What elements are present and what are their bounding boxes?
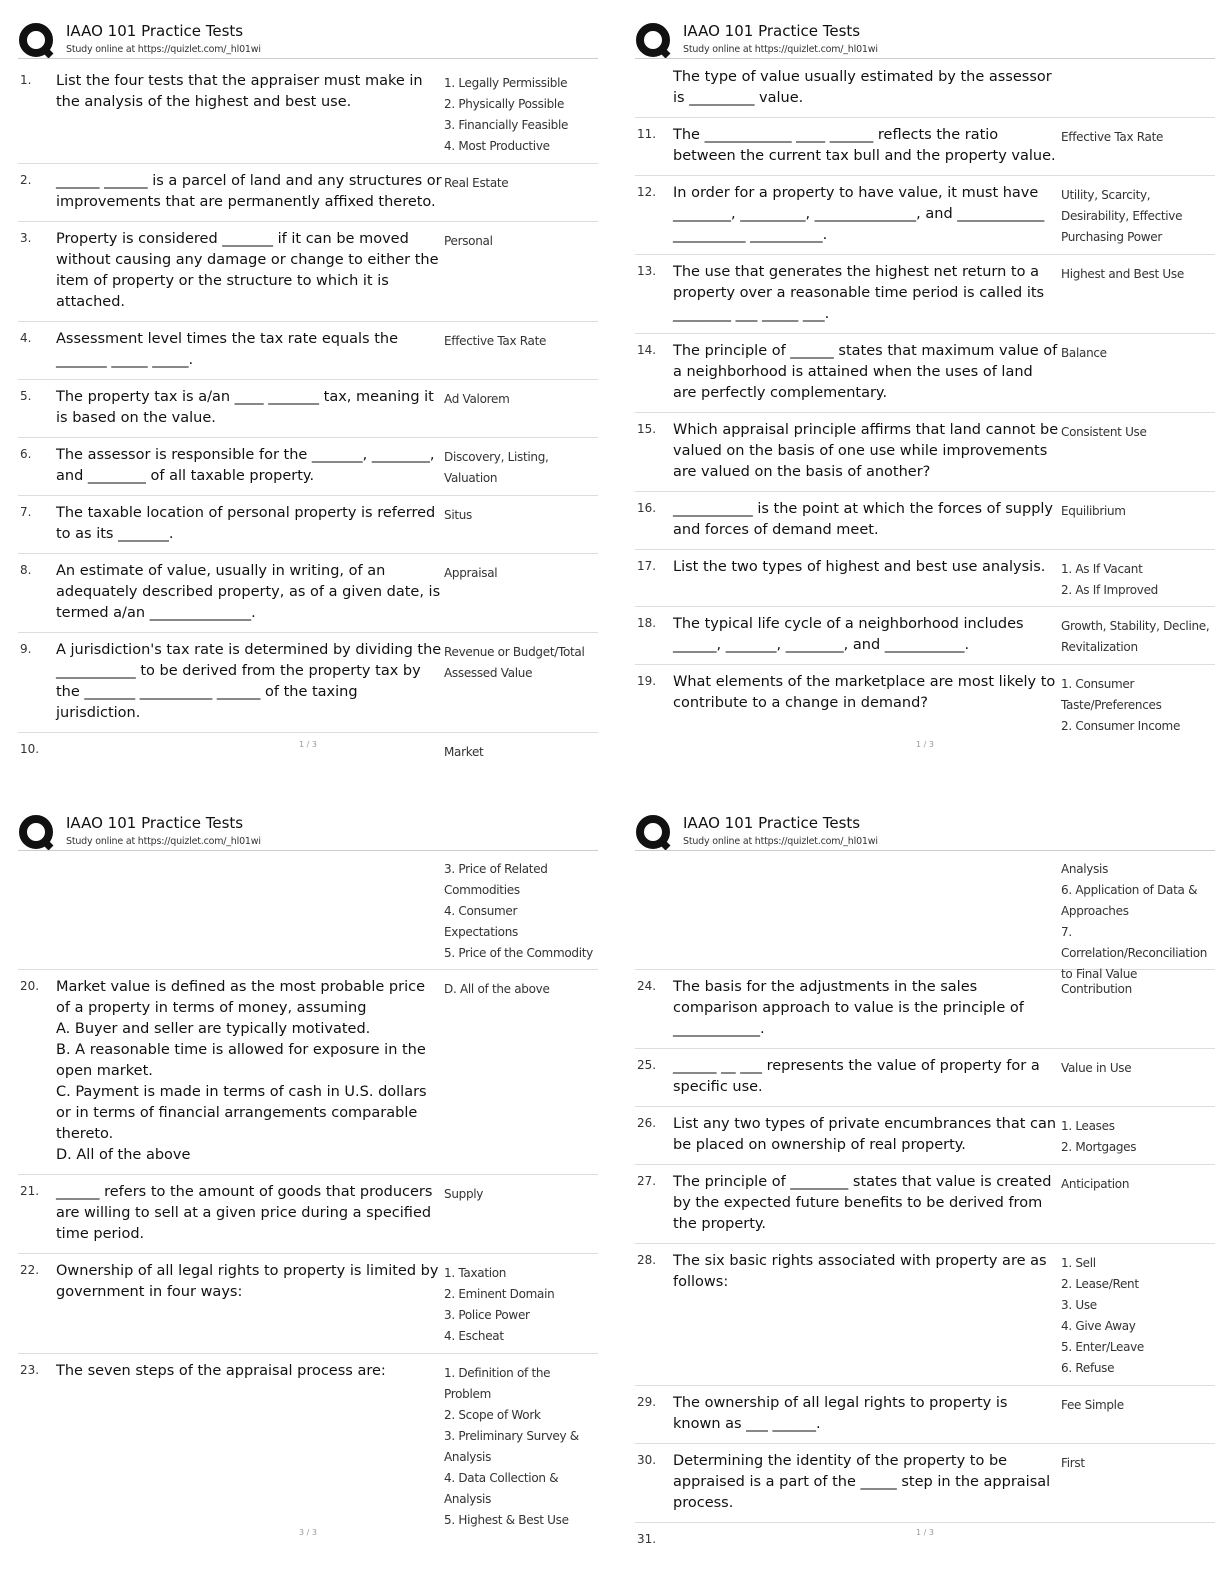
document-page-3 — [18, 812, 598, 1582]
question-number: 16. — [637, 501, 657, 515]
question-text: ______ __ ___ represents the value of property for a specific use. — [673, 1058, 1040, 1095]
question-row — [635, 1386, 1215, 1444]
answer-text: Supply — [444, 1187, 484, 1201]
question-row — [635, 1244, 1215, 1386]
page-header — [635, 812, 1215, 856]
header-divider — [18, 850, 598, 851]
question-row — [18, 438, 598, 496]
question-list — [18, 856, 598, 1527]
answer-text: 3. Price of Related Commodities 4. Consumer Expectations 5. Price of the Commodity — [444, 862, 593, 960]
answer-text: Value in Use — [1061, 1061, 1132, 1075]
question-number: 12. — [637, 185, 657, 199]
question-number: 13. — [637, 264, 657, 278]
answer-text: 1. Taxation 2. Eminent Domain 3. Police Power 4. Escheat — [444, 1266, 555, 1343]
question-row — [635, 64, 1215, 118]
page-title: IAAO 101 Practice Tests — [66, 22, 244, 40]
question-number: 28. — [637, 1253, 657, 1267]
question-row — [635, 1165, 1215, 1244]
question-number: 2. — [20, 173, 32, 187]
question-number: 8. — [20, 563, 32, 577]
question-text: ______ ______ is a parcel of land and any structures or improvements that are permanently affixed thereto. — [56, 173, 442, 210]
page-header — [635, 20, 1215, 64]
answer-text: Consistent Use — [1061, 425, 1147, 439]
question-row — [635, 334, 1215, 413]
question-row — [18, 322, 598, 380]
question-text: List any two types of private encumbrances that can be placed on ownership of real property. — [673, 1116, 1057, 1153]
question-text: The ____________ ____ ______ reflects the ratio between the current tax bull and the property value. — [673, 127, 1056, 164]
question-row — [18, 164, 598, 222]
question-text: ___________ is the point at which the forces of supply and forces of demand meet. — [673, 501, 1054, 538]
question-number: 25. — [637, 1058, 657, 1072]
header-divider — [18, 58, 598, 59]
question-row — [635, 255, 1215, 334]
question-row — [635, 413, 1215, 492]
question-text: Property is considered _______ if it can be moved without causing any damage or change to either the item of property or the structure to which it is attached. — [56, 231, 439, 310]
question-row — [635, 1107, 1215, 1165]
question-text: The use that generates the highest net return to a property over a reasonable time period is called its ________ ___ _____ ___. — [673, 264, 1045, 322]
question-row — [18, 222, 598, 322]
question-number: 15. — [637, 422, 657, 436]
answer-text: 1. Leases 2. Mortgages — [1061, 1119, 1137, 1154]
answer-text: Contribution — [1061, 982, 1132, 996]
page-subtitle: Study online at https://quizlet.com/_hl01wi — [683, 44, 878, 55]
answer-text: Situs — [444, 508, 473, 522]
question-row — [635, 607, 1215, 665]
question-number: 4. — [20, 331, 32, 345]
answer-text: Utility, Scarcity, Desirability, Effective Purchasing Power — [1061, 188, 1183, 244]
question-text: The ownership of all legal rights to property is known as ___ ______. — [673, 1395, 1008, 1432]
question-row — [635, 1049, 1215, 1107]
question-row — [18, 554, 598, 633]
question-number: 24. — [637, 979, 657, 993]
question-number: 5. — [20, 389, 32, 403]
question-row — [635, 492, 1215, 550]
question-row — [635, 550, 1215, 607]
question-row — [635, 1444, 1215, 1523]
question-text: Which appraisal principle affirms that land cannot be valued on the basis of one use while improvements are valued on the basis of another? — [673, 422, 1059, 480]
question-row — [18, 1175, 598, 1254]
question-text: The assessor is responsible for the _______, ________, and ________ of all taxable property. — [56, 447, 435, 484]
answer-text: 1. Legally Permissible 2. Physically Possible 3. Financially Feasible 4. Most Productive — [444, 76, 569, 153]
answer-text: Growth, Stability, Decline, Revitalization — [1061, 619, 1210, 654]
page-footer: 1 / 3 — [299, 740, 317, 749]
page-footer: 3 / 3 — [299, 1528, 317, 1537]
question-text: An estimate of value, usually in writing, of an adequately described property, as of a given date, is termed a/an ______________. — [56, 563, 441, 621]
page-title: IAAO 101 Practice Tests — [683, 22, 861, 40]
question-number: 23. — [20, 1363, 40, 1377]
question-text: ______ refers to the amount of goods that producers are willing to sell at a given price during a specified time period. — [56, 1184, 433, 1242]
question-text: The taxable location of personal property is referred to as its _______. — [56, 505, 436, 542]
question-row — [635, 118, 1215, 176]
question-row — [18, 380, 598, 438]
question-row — [18, 496, 598, 554]
question-number: 27. — [637, 1174, 657, 1188]
question-row — [18, 1354, 598, 1527]
question-number: 1. — [20, 73, 32, 87]
page-header — [18, 20, 598, 64]
answer-text: First — [1061, 1456, 1085, 1470]
answer-text: Balance — [1061, 346, 1107, 360]
answer-text: Personal — [444, 234, 493, 248]
answer-text: 1. Sell 2. Lease/Rent 3. Use 4. Give Away 5. Enter/Leave 6. Refuse — [1061, 1256, 1145, 1375]
answer-text: Revenue or Budget/Total Assessed Value — [444, 645, 585, 680]
question-number: 31. — [637, 1532, 657, 1546]
question-row — [18, 633, 598, 733]
question-text: The type of value usually estimated by the assessor is _________ value. — [673, 69, 1052, 106]
question-text: The property tax is a/an ____ _______ tax, meaning it is based on the value. — [56, 389, 434, 426]
question-text: The basis for the adjustments in the sales comparison approach to value is the principle of ____________. — [673, 979, 1024, 1037]
question-row — [18, 970, 598, 1175]
question-number: 20. — [20, 979, 40, 993]
answer-text: Fee Simple — [1061, 1398, 1124, 1412]
question-row — [18, 1254, 598, 1354]
answer-text: Anticipation — [1061, 1177, 1130, 1191]
answer-text: Appraisal — [444, 566, 498, 580]
answer-text: D. All of the above — [444, 982, 550, 996]
answer-text: Effective Tax Rate — [444, 334, 547, 348]
page-header — [18, 812, 598, 856]
question-text: Determining the identity of the property to be appraised is a part of the _____ step in the appraisal process. — [673, 1453, 1051, 1511]
question-row — [18, 856, 598, 970]
answer-text: Real Estate — [444, 176, 509, 190]
answer-text: Highest and Best Use — [1061, 267, 1184, 281]
question-number: 9. — [20, 642, 32, 656]
question-text: The six basic rights associated with property are as follows: — [673, 1253, 1047, 1290]
page-subtitle: Study online at https://quizlet.com/_hl01wi — [683, 836, 878, 847]
question-text: A jurisdiction's tax rate is determined by dividing the ___________ to be derived from the property tax by the _______ __________ ______ of the taxing jurisdiction. — [56, 642, 442, 721]
document-page-2 — [635, 20, 1215, 790]
question-text: The principle of ______ states that maximum value of a neighborhood is attained when the uses of land are perfectly complementary. — [673, 343, 1058, 401]
question-row — [635, 176, 1215, 255]
header-divider — [635, 58, 1215, 59]
question-number: 10. — [20, 742, 40, 756]
page-subtitle: Study online at https://quizlet.com/_hl01wi — [66, 836, 261, 847]
page-footer: 1 / 3 — [916, 1528, 934, 1537]
page-title: IAAO 101 Practice Tests — [683, 814, 861, 832]
quizlet-logo-icon — [18, 23, 54, 59]
question-row — [635, 970, 1215, 1049]
question-text: What elements of the marketplace are most likely to contribute to a change in demand? — [673, 674, 1056, 711]
answer-text: Discovery, Listing, Valuation — [444, 450, 549, 485]
document-page-1 — [18, 20, 598, 790]
answer-text: 1. Consumer Taste/Preferences 2. Consumer Income — [1061, 677, 1181, 733]
question-number: 14. — [637, 343, 657, 357]
question-text: Assessment level times the tax rate equals the _______ _____ _____. — [56, 331, 399, 368]
question-number: 6. — [20, 447, 32, 461]
answer-text: 1. As If Vacant 2. As If Improved — [1061, 562, 1158, 597]
quizlet-logo-icon — [18, 815, 54, 851]
question-text: The principle of ________ states that value is created by the expected future benefits to be derived from the property. — [673, 1174, 1052, 1232]
answer-text: Market — [444, 745, 484, 759]
question-number: 19. — [637, 674, 657, 688]
question-list — [635, 856, 1215, 1556]
question-list — [18, 64, 598, 766]
question-row — [635, 665, 1215, 742]
question-number: 11. — [637, 127, 657, 141]
question-text: List the two types of highest and best use analysis. — [673, 559, 1046, 575]
page-title: IAAO 101 Practice Tests — [66, 814, 244, 832]
question-number: 26. — [637, 1116, 657, 1130]
question-text: The typical life cycle of a neighborhood includes ______, _______, ________, and ___________. — [673, 616, 1024, 653]
question-text: In order for a property to have value, it must have ________, _________, ______________, and ____________ __________ __________. — [673, 185, 1045, 243]
header-divider — [635, 850, 1215, 851]
document-page-4 — [635, 812, 1215, 1582]
question-list — [635, 64, 1215, 742]
quizlet-logo-icon — [635, 815, 671, 851]
answer-text: Equilibrium — [1061, 504, 1126, 518]
answer-text: 1. Definition of the Problem 2. Scope of Work 3. Preliminary Survey & Analysis 4. Data Collection & Analysis 5. Highest & Best Use — [444, 1366, 579, 1527]
page-footer: 1 / 3 — [916, 740, 934, 749]
question-row — [18, 64, 598, 164]
question-number: 30. — [637, 1453, 657, 1467]
quizlet-logo-icon — [635, 23, 671, 59]
answer-text: Effective Tax Rate — [1061, 130, 1164, 144]
question-text: Ownership of all legal rights to property is limited by government in four ways: — [56, 1263, 439, 1300]
question-row — [635, 856, 1215, 981]
question-text: Market value is defined as the most probable price of a property in terms of money, assuming A. Buyer and seller are typically motivated. B. A reasonable time is allowed for exposure in the open market. C. Payment is made in terms of cash in U.S. dollars or in terms of financial arrangements comparable thereto. D. All of the above — [56, 979, 427, 1163]
question-text: The seven steps of the appraisal process are: — [56, 1363, 386, 1379]
answer-text: Analysis 6. Application of Data & Approaches 7. Correlation/Reconciliation to Final Value — [1061, 862, 1208, 981]
question-number: 21. — [20, 1184, 40, 1198]
question-row — [18, 733, 598, 766]
question-number: 7. — [20, 505, 32, 519]
question-text: List the four tests that the appraiser must make in the analysis of the highest and best use. — [56, 73, 423, 110]
question-number: 3. — [20, 231, 32, 245]
question-number: 22. — [20, 1263, 40, 1277]
page-subtitle: Study online at https://quizlet.com/_hl01wi — [66, 44, 261, 55]
question-number: 17. — [637, 559, 657, 573]
answer-text: Ad Valorem — [444, 392, 510, 406]
question-number: 29. — [637, 1395, 657, 1409]
question-number: 18. — [637, 616, 657, 630]
